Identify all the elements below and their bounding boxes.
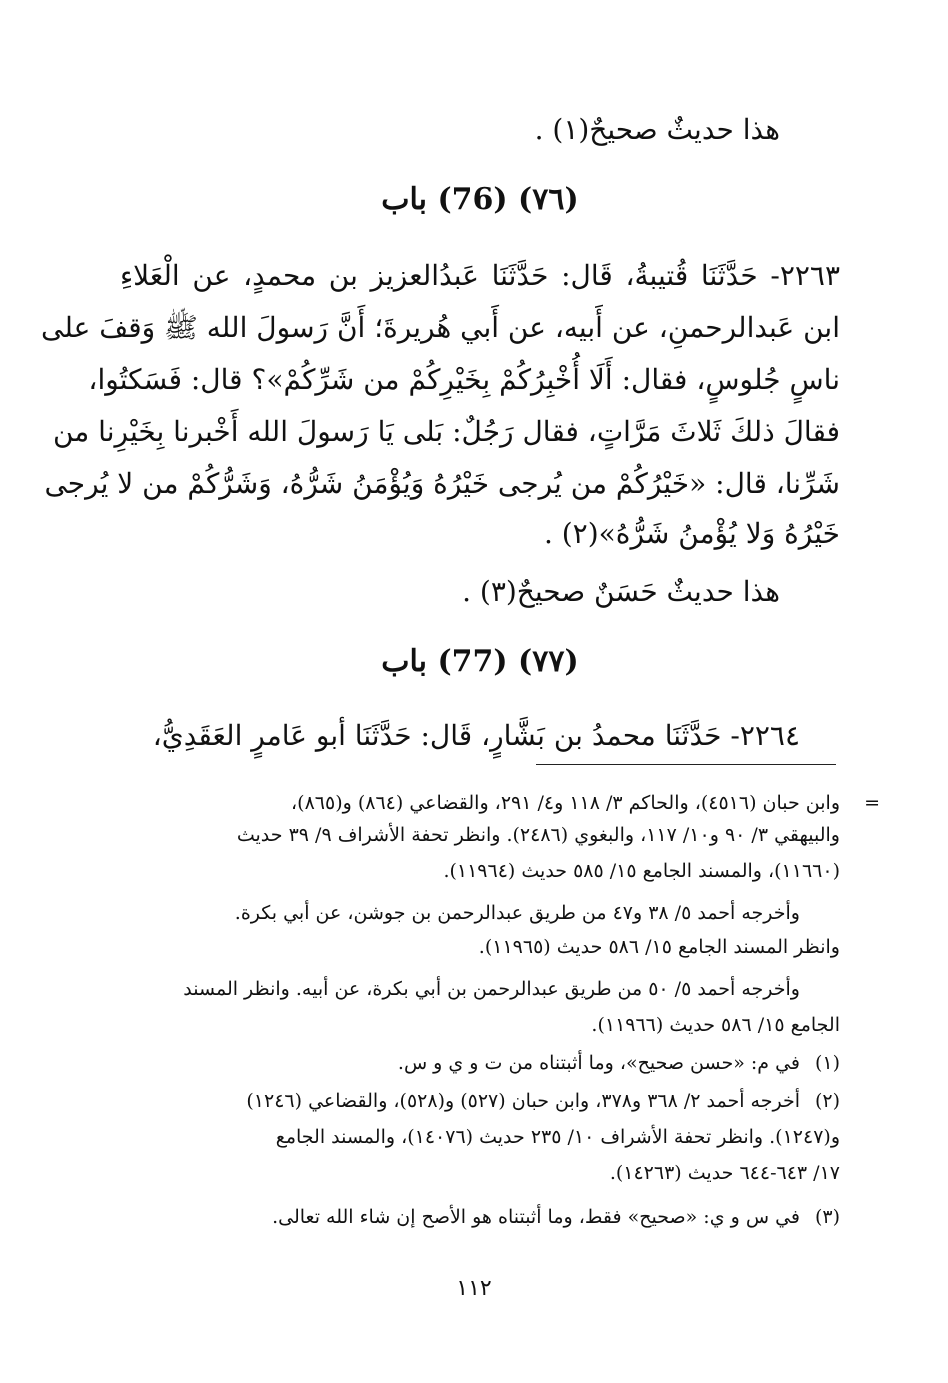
footnote-line: والبيهقي ٣/ ٩٠ و١٠/ ١١٧، والبغوي (٢٤٨٦). وانظر تحفة الأشراف ٩/ ٣٩ حديث bbox=[236, 824, 840, 846]
footnote-line: (١١٦٦٠)، والمسند الجامع ١٥/ ٥٨٥ حديث (١١٩٦٤). bbox=[443, 860, 840, 882]
hadith-text-line: شَرِّنا، قال: «خَيْرُكُمْ من يُرجى خَيْرُهُ وَيُؤْمَنُ شَرُّهُ، وَشَرُّكُمْ من لا يُرجى bbox=[44, 467, 840, 500]
footnote-1 bbox=[120, 1048, 840, 1078]
chapter-heading: (٧٧) (77) باب bbox=[381, 644, 579, 679]
page-number: ١١٢ bbox=[456, 1276, 492, 1301]
footnote-continuation bbox=[120, 788, 880, 818]
footnote-2 bbox=[120, 1086, 840, 1116]
footnote-3 bbox=[120, 1202, 840, 1232]
hadith-text-line: ٢٢٦٣- حَدَّثَنَا قُتيبةُ، قَال: حَدَّثَنَا عَبدُالعزيز بن محمدٍ، عن الْعَلاءِ bbox=[120, 259, 840, 292]
footnote-line: و(١٢٤٧). وانظر تحفة الأشراف ١٠/ ٢٣٥ حديث (١٤٠٧٦)، والمسند الجامع bbox=[275, 1126, 840, 1148]
footnote-line: وأخرجه أحمد ٥/ ٥٠ من طريق عبدالرحمن بن أبي بكرة، عن أبيه. وانظر المسند bbox=[183, 978, 800, 1000]
hadith-grading: هذا حديثٌ حَسَنٌ صحيحٌ(٣) . bbox=[462, 575, 780, 608]
footnote-line: أخرجه أحمد ٢/ ٣٦٨ و٣٧٨، وابن حبان (٥٢٧) و(٥٢٨)، والقضاعي (١٢٤٦) bbox=[246, 1090, 800, 1112]
chapter-heading: (٧٦) (76) باب bbox=[381, 182, 579, 217]
footnote-line: في م: «حسن صحيح»، وما أثبتناه من ت و ي و س. bbox=[397, 1052, 800, 1074]
hadith-text-line: خَيْرُهُ وَلا يُؤْمنُ شَرُّهُ»(٢) . bbox=[543, 517, 840, 550]
hadith-text-line: ابن عَبدالرحمنِ، عن أَبيه، عن أَبي هُريرةَ؛ أَنَّ رَسولَ الله ﷺ وَقفَ على bbox=[41, 311, 840, 344]
book-page bbox=[41, 0, 880, 1383]
footnote-number: (١) bbox=[814, 1052, 840, 1074]
hadith-text-line: ٢٢٦٤- حَدَّثَنَا محمدُ بن بَشَّارٍ، قَال: حَدَّثَنَا أبو عَامرٍ العَقَدِيُّ، bbox=[152, 719, 800, 752]
footnote-line: وانظر المسند الجامع ١٥/ ٥٨٦ حديث (١١٩٦٥). bbox=[478, 936, 840, 958]
footnote-line: وأخرجه أحمد ٥/ ٣٨ و٤٧ من طريق عبدالرحمن بن جوشن، عن أبي بكرة. bbox=[234, 902, 800, 924]
footnote-line: ١٧/ ٦٤٣-٦٤٤ حديث (١٤٢٦٣). bbox=[609, 1162, 840, 1184]
hadith-text-line: فقالَ ذلكَ ثَلاثَ مَرَّاتٍ، فقال رَجُلٌ: بَلى يَا رَسولَ الله أَخْبرنا بِخَيْرِنا من bbox=[52, 415, 840, 448]
footnote-line: في س و ي: «صحيح» فقط، وما أثبتناه هو الأصح إن شاء الله تعالى. bbox=[272, 1206, 800, 1228]
continuation-mark: = bbox=[864, 792, 880, 814]
footnote-separator bbox=[536, 764, 836, 765]
footnote-number: (٢) bbox=[814, 1090, 840, 1112]
footnote-line: وابن حبان (٤٥١٦)، والحاكم ٣/ ١١٨ و٤/ ٢٩١، والقضاعي (٨٦٤) و(٨٦٥)، bbox=[291, 792, 840, 814]
hadith-text-line: ناسٍ جُلوسٍ، فقال: أَلَا أُخْبِرُكُمْ بِخَيْرِكُمْ من شَرِّكُمْ»؟ قال: فَسَكتُوا، bbox=[88, 363, 840, 396]
hadith-grading: هذا حديثٌ صحيحٌ(١) . bbox=[534, 113, 780, 146]
footnote-number: (٣) bbox=[814, 1206, 840, 1228]
footnote-line: الجامع ١٥/ ٥٨٦ حديث (١١٩٦٦). bbox=[591, 1014, 840, 1036]
